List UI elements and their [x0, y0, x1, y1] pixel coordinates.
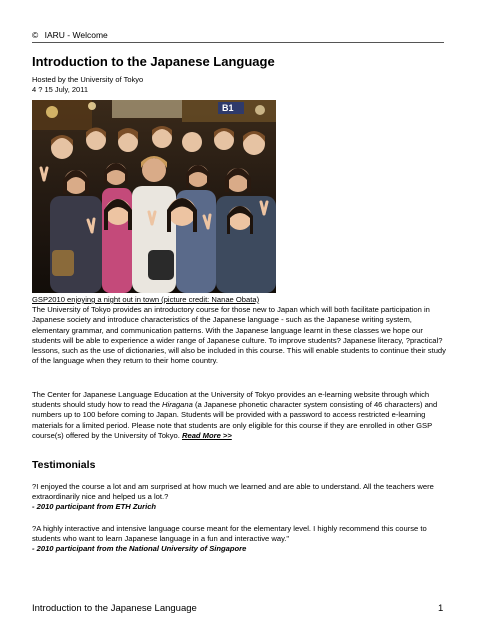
host-line: Hosted by the University of Tokyo [32, 75, 144, 84]
testimonial-quote: ?I enjoyed the course a lot and am surprised at how much we learned and are able to understand. All the teachers were extraordinarily nice and helped us a lot.? [32, 482, 434, 502]
elearning-paragraph [32, 390, 447, 441]
testimonial-item [32, 482, 447, 513]
page-header [32, 30, 108, 40]
footer-title: Introduction to the Japanese Language [32, 603, 197, 614]
site-name: IARU - Welcome [44, 30, 108, 40]
page-title: Introduction to the Japanese Language [32, 54, 275, 69]
elearning-text-before: The Center for Japanese Language Education at the University of Tokyo provides an e-learning website through which students should study how to read the [32, 390, 430, 410]
testimonial-attribution: - 2010 participant from ETH Zurich [32, 502, 157, 512]
course-meta [32, 75, 143, 95]
read-more-link[interactable]: Read More >> [181, 430, 232, 440]
hiragana-term: Hiragana [162, 400, 193, 410]
page-number: 1 [438, 603, 444, 614]
testimonial-item [32, 524, 447, 555]
intro-paragraph: The University of Tokyo provides an introductory course for those new to Japan which will both facilitate participation in Japanese society and introduce characteristics of the Japanese language - such as the Japanese writing system, elementary grammar, and communication patterns. With the Japanese language learnt in these classes we hope our students will be able to experience a wider range of Japanese culture. To improve students? Japanese literacy, ?practical? lessons, such as the use of dictionaries, will also be included in this course. This will enable students to continue their study of the language when they return to their home country. [32, 305, 446, 366]
photo-caption-and-intro [32, 295, 447, 366]
group-photo [32, 100, 276, 293]
photo-caption: GSP2010 enjoying a night out in town (picture credit: Nanae Obata) [32, 295, 260, 304]
header-divider [32, 42, 444, 43]
testimonials-heading: Testimonials [32, 459, 96, 471]
elearning-text-after: (a Japanese phonetic character system consisting of 46 characters) and numbers up to 100 before coming to Japan. Students will be provided with a password to access restricted e-learning materials for a limited period. Please note that students are only eligible for this course if they are enrolled in other GSP course(s) offered by the University of Tokyo. [32, 400, 438, 440]
testimonial-quote: ?A highly interactive and intensive language course meant for the elementary level. I highly recommend this course to students who want to learn Japanese language in a fun and interactive way." [32, 524, 427, 544]
dates-line: 4 ? 15 July, 2011 [32, 85, 89, 94]
sign-text: B1 [222, 103, 234, 113]
testimonial-attribution: - 2010 participant from the National University of Singapore [32, 544, 247, 554]
group-photo-illustration [32, 100, 276, 293]
copyright-symbol: © [32, 30, 39, 40]
